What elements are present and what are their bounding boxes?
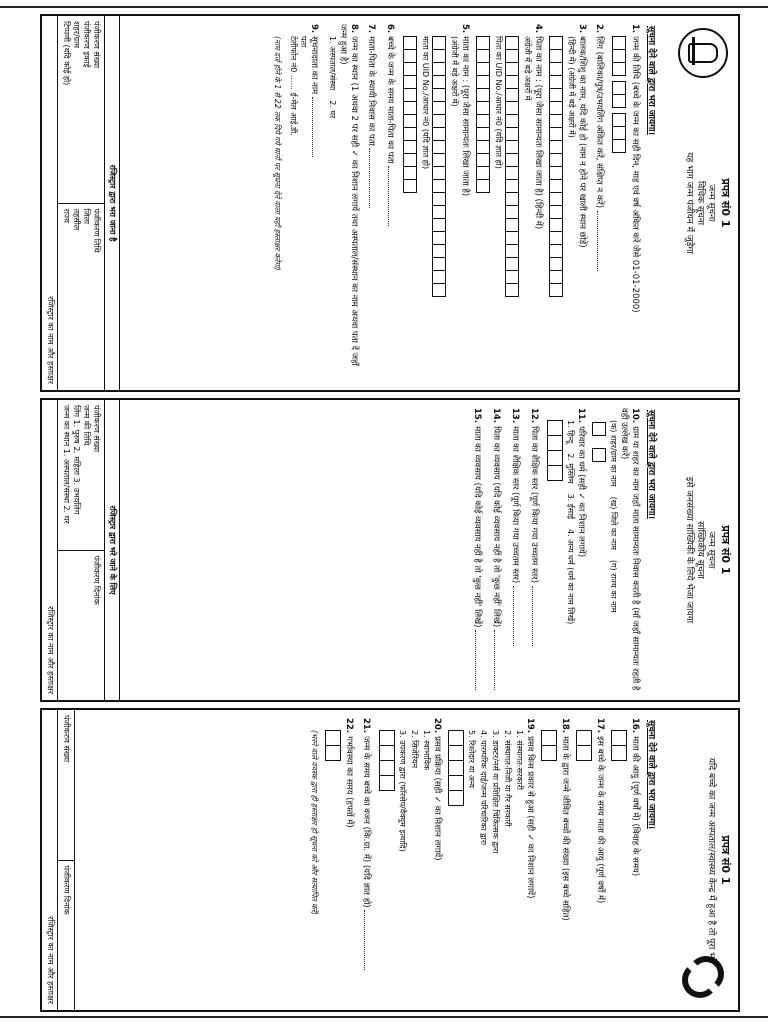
field-label: पिता का नाम : (पूरा जैसा सामान्यतः लिखा जाता है) (हिन्दी में) bbox=[533, 36, 543, 230]
option-hospital[interactable]: 1. अस्पताल/संस्था bbox=[328, 36, 337, 91]
office-title: रजिस्ट्रार द्वारा भरा जाना है bbox=[104, 16, 119, 390]
registrar-office-section bbox=[42, 400, 120, 700]
text-input-line[interactable] bbox=[364, 910, 373, 970]
field-label: प्रसव किस प्रकार से हुआ (सही ✓ का निशान लगायें) bbox=[525, 736, 535, 899]
letter-input-boxes[interactable] bbox=[432, 36, 446, 382]
field-sex bbox=[593, 24, 606, 382]
residence-district[interactable]: (ख) जिले का नाम bbox=[609, 496, 618, 550]
field-mother-age-birth bbox=[576, 718, 605, 1002]
office-field: लिंग 1. पुरुष 2. महिला 3. उभयलिंग bbox=[72, 405, 81, 515]
field-sublabel: अंग्रेजी में बड़े अक्षरों में bbox=[523, 36, 532, 101]
field-sublabel: (अंग्रेजी में बड़े अक्षरों में) bbox=[450, 36, 459, 107]
registrar-signature: रजिस्ट्रार का नाम और हस्ताक्षर bbox=[42, 710, 58, 1010]
field-number: 16. bbox=[630, 718, 640, 734]
religion-hindu[interactable]: 1. हिन्दू bbox=[566, 420, 575, 444]
office-field: टिप्पणी (यदि कोई हो) bbox=[62, 21, 71, 86]
attention-relatives-other[interactable]: 5. रिश्तेदार या अन्य bbox=[467, 730, 476, 788]
date-input-boxes[interactable] bbox=[612, 36, 626, 382]
field-number: 5. bbox=[460, 24, 470, 34]
panel-header bbox=[683, 16, 716, 390]
field-label: लिंग (बालिका/पुत्र/उभयलिंग अंकित करें, संक्षिप्त न करें) bbox=[594, 36, 604, 209]
field-label: सूचनादाता का नाम bbox=[309, 36, 319, 95]
office-title: रजिस्ट्रार द्वारा भरे जाने के लिए bbox=[104, 400, 119, 700]
field-label: माता के द्वारा जन्मे जीवित बच्चों की संख्या (इस बच्चे सहित) bbox=[560, 736, 570, 921]
field-number: 20. bbox=[432, 718, 442, 734]
field-label: बालक/शिशु का नाम, यदि कोई हो (नाम न होने पर खाली स्थान छोड़ें) bbox=[577, 36, 587, 248]
field-number: 6. bbox=[385, 24, 395, 34]
field-number: 18. bbox=[560, 718, 570, 734]
field-mother-age-marriage bbox=[611, 718, 640, 1002]
informant-note: (नाम दर्ज होने के 1 से 22 तक दिये गये मानों पर सूचना देने वाला यहाँ हस्ताक्षर करेगा) bbox=[273, 36, 282, 271]
field-father-name bbox=[476, 24, 543, 382]
office-field: जिला bbox=[82, 208, 91, 225]
field-informant bbox=[288, 24, 321, 382]
options-list bbox=[397, 718, 431, 1002]
field-mother-name bbox=[403, 24, 470, 382]
office-field: पंजीकरण संख्या bbox=[92, 21, 101, 69]
field-label: प्रसव प्रक्रिया (सही ✓ का निशान लगायें) bbox=[432, 736, 442, 861]
field-sublabel: पिता का UID No./आधार नं0 (यदि ज्ञात हो) bbox=[494, 36, 503, 169]
number-input-boxes[interactable] bbox=[325, 730, 341, 760]
field-number: 7. bbox=[366, 24, 376, 34]
field-child-name bbox=[549, 24, 587, 382]
text-input-line[interactable] bbox=[312, 97, 321, 157]
residence-town[interactable]: (क) शहर/ग्राम का नाम bbox=[609, 420, 618, 487]
text-input-line[interactable] bbox=[513, 586, 522, 646]
uid-input-boxes[interactable] bbox=[476, 36, 490, 382]
text-input-line[interactable] bbox=[388, 166, 397, 226]
field-number: 17. bbox=[595, 718, 605, 734]
options-list bbox=[327, 24, 337, 382]
religion-muslim[interactable]: 2. मुस्लिम bbox=[566, 453, 575, 484]
attention-govt-institution[interactable]: 1. संस्थागत-सरकारी bbox=[515, 730, 524, 790]
field-sublabel: (हिन्दी में) (अंग्रेजी में बड़े अक्षरों में) bbox=[567, 36, 576, 138]
instruction-text: सूचना देने वाले द्वारा भरा जायगा। bbox=[646, 26, 656, 135]
header-line: विधिक सूचना bbox=[695, 180, 705, 226]
text-input-line[interactable] bbox=[597, 211, 606, 271]
field-number: 22. bbox=[344, 718, 354, 734]
field-label: जन्म की तिथि (बच्चे के जन्म का सही दिन, माह एवं वर्ष अंकित करें जैसे 01-01-2000) bbox=[630, 36, 640, 313]
field-label: माता का व्यवसाय (यदि कोई व्यवसाय नहीं है तो 'कुछ नहीं' लिखें) bbox=[472, 426, 482, 628]
form-panel-medical bbox=[40, 708, 740, 1012]
field-label: बच्चे के जन्म के समय माता-पिता का पता bbox=[385, 36, 395, 164]
health-logo-icon bbox=[682, 956, 724, 998]
field-label: जन्म के समय बच्चे का वजन (कि.ग्रा. में) (यदि ज्ञात हो) bbox=[361, 736, 371, 908]
field-label: माता-पिता के स्थायी निवास का पता bbox=[366, 36, 376, 146]
number-input-boxes[interactable] bbox=[611, 730, 627, 760]
instruction-text: सूचना देने वाले द्वारा भरा जायगा। bbox=[646, 720, 656, 829]
method-natural[interactable]: 1. स्वाभाविक bbox=[422, 730, 431, 771]
header-line: यह भाग जन्म पंजीयन में जुड़ेगा bbox=[684, 152, 694, 254]
form-panel-legal bbox=[40, 14, 740, 392]
office-field: जन्म की तिथि bbox=[82, 405, 91, 446]
office-field: पंजीकरण इकाई bbox=[82, 21, 91, 68]
text-input-line[interactable] bbox=[475, 630, 484, 690]
header-line: जन्म सूचना bbox=[706, 531, 716, 569]
field-number: 8. bbox=[349, 24, 359, 34]
registrar-office-section bbox=[42, 16, 120, 390]
fields-list bbox=[273, 24, 640, 382]
checkbox[interactable] bbox=[592, 422, 606, 436]
registrar-office-section bbox=[42, 710, 75, 1010]
registrar-signature: रजिस्ट्रार का नाम और हस्ताक्षर bbox=[42, 400, 58, 700]
office-field: पंजीकरण संख्या bbox=[62, 715, 71, 763]
text-input-line[interactable] bbox=[369, 148, 378, 208]
field-mother-education bbox=[509, 408, 522, 692]
text-input-line[interactable] bbox=[532, 586, 541, 646]
field-label: परिवार का धर्म (सही ✓ का निशान लगायें) bbox=[576, 426, 586, 558]
office-field: जन्म का स्थान 1. अस्पताल/संस्था 2. घर bbox=[62, 405, 71, 524]
field-sublabel: माता का UID No./आधार नं0 (यदि ज्ञात हो) bbox=[421, 36, 430, 170]
religion-other[interactable]: 4. अन्य धर्म (धर्म का नाम लिखें) bbox=[566, 529, 575, 625]
field-label: माता की आयु (पूर्ण वर्षों में) (विवाह के समय) bbox=[630, 736, 640, 877]
field-number: 11. bbox=[576, 408, 586, 424]
field-pregnancy-duration bbox=[325, 718, 354, 1002]
panel-title: प्रपत्र सं0 1 bbox=[719, 178, 732, 228]
field-label: जन्म का स्थान (1 अथवा 2 पर सही ✓ का निशान लगायें तथा अस्पताल/संस्थान का नाम अथवा पता दें जहाँ जन्म हुआ है) bbox=[338, 24, 359, 366]
field-sublabel: टेलीफोन नं0 ...... ई-मेल आई.डी. bbox=[289, 36, 298, 136]
rotated-form-sheet bbox=[6, 0, 762, 1030]
field-number: 2. bbox=[594, 24, 604, 34]
panel-header bbox=[705, 710, 716, 1010]
field-label: माता का नाम : (पूरा जैसा सामान्यतः लिखा जाता है) bbox=[460, 36, 470, 197]
header-line: इसे जनसंख्या सांख्यिकी के लिये भेजा जायगा bbox=[684, 476, 694, 624]
field-place-of-birth bbox=[327, 24, 359, 382]
options-list bbox=[608, 408, 618, 692]
fields-list bbox=[465, 408, 640, 692]
number-input-boxes[interactable] bbox=[541, 730, 557, 760]
field-delivery-method bbox=[379, 718, 442, 1002]
code-input-boxes[interactable] bbox=[448, 730, 464, 805]
religion-christian[interactable]: 3. ईसाई bbox=[566, 493, 575, 520]
field-number: 19. bbox=[525, 718, 535, 734]
field-label: ग्राम या शहर का नाम जहाँ माता सामान्यतः निवास करती है (माँ जहाँ सामान्यतः रहती है वही उल्लेख करें) bbox=[619, 408, 640, 691]
field-label: पिता का शैक्षिक स्तर (पूर्ण किया गया उच्चतम स्तर) bbox=[529, 426, 539, 583]
field-number: 4. bbox=[533, 24, 543, 34]
field-delivery-attention bbox=[448, 718, 535, 1002]
option-home[interactable]: 2. घर bbox=[328, 100, 337, 119]
field-label: इस बच्चे के जन्म के समय माता की आयु (पूर्ण वर्षों में) bbox=[595, 736, 605, 904]
header-line: सांख्यिकीय सूचना bbox=[695, 521, 705, 579]
field-birth-weight bbox=[360, 718, 373, 1002]
field-number: 9. bbox=[309, 24, 319, 34]
field-permanent-address bbox=[365, 24, 378, 382]
field-father-occupation bbox=[490, 408, 503, 692]
registrar-signature: रजिस्ट्रार का नाम और हस्ताक्षर bbox=[42, 16, 58, 390]
field-address-birth bbox=[384, 24, 397, 382]
panel-title: प्रपत्र सं0 1 bbox=[719, 525, 732, 575]
number-input-boxes[interactable] bbox=[576, 730, 592, 760]
code-input-boxes[interactable] bbox=[547, 420, 563, 480]
attention-private-institution[interactable]: 2. संस्थागत-निजी या गैर सरकारी bbox=[503, 730, 512, 827]
office-field: पंजीकरण संख्या bbox=[92, 405, 101, 453]
office-field: पंजीकरण दिनांक bbox=[92, 555, 101, 605]
attention-doctor-nurse[interactable]: 3. डाक्टर/नर्स या प्रशिक्षित चिकित्सक द्वारा bbox=[491, 730, 500, 854]
field-dob bbox=[612, 24, 640, 382]
checkbox[interactable] bbox=[592, 448, 606, 462]
panel-header bbox=[683, 400, 716, 700]
header-line: यदि बच्चे का जन्म अस्पताल/स्वास्थ्य केन्द्र में हुआ है तो पूरा भरें bbox=[706, 757, 716, 963]
residence-state[interactable]: (ग) राज्य का नाम bbox=[609, 559, 618, 613]
field-number: 12. bbox=[529, 408, 539, 424]
letter-input-boxes[interactable] bbox=[505, 36, 519, 382]
uid-input-boxes[interactable] bbox=[403, 36, 417, 382]
field-label: माता का शैक्षिक स्तर (पूर्ण किया गया उच्चतम स्तर) bbox=[510, 426, 520, 584]
field-sublabel: पता bbox=[299, 36, 308, 48]
field-number: 14. bbox=[491, 408, 501, 424]
method-forceps-vacuum[interactable]: 3. उपकरण द्वारा (फॉरसेप/वैक्यूम इत्यादि) bbox=[398, 730, 407, 852]
method-caesarean[interactable]: 2. सिजेरियन bbox=[410, 730, 419, 769]
form-panel-statistical bbox=[40, 398, 740, 702]
options-list bbox=[565, 408, 575, 692]
informant-note: (भरने वाले वयस्क द्वारा ही हस्ताक्षर हो सूचना को और सत्यापित करें) bbox=[310, 730, 319, 915]
field-religion bbox=[547, 408, 586, 692]
field-number: 10. bbox=[630, 408, 640, 424]
office-field: राज्य bbox=[62, 208, 71, 224]
fields-list bbox=[310, 718, 640, 1002]
field-mother-occupation bbox=[471, 408, 484, 692]
field-residence bbox=[592, 408, 640, 692]
text-input-line[interactable] bbox=[494, 630, 503, 690]
instruction-text: सूचना देने वाले द्वारा भरा जायगा। bbox=[646, 410, 656, 519]
office-field: शहर/ग्राम bbox=[72, 21, 81, 49]
attention-traditional-birth-attendant[interactable]: 4. पारम्परिक दाई/जन्म परिचारिका द्वारा bbox=[479, 730, 488, 846]
field-label: गर्भावस्था का समय (हफ्तों में) bbox=[344, 736, 354, 828]
panel-title: प्रपत्र सं0 1 bbox=[719, 835, 732, 885]
field-number: 15. bbox=[472, 408, 482, 424]
field-children-count bbox=[541, 718, 570, 1002]
header-line: जन्म सूचना bbox=[706, 184, 716, 222]
field-number: 21. bbox=[361, 718, 371, 734]
field-label: पिता का व्यवसाय (यदि कोई व्यवसाय नहीं है तो 'कुछ नहीं' लिखें) bbox=[491, 426, 501, 628]
options-list bbox=[466, 718, 524, 1002]
field-number: 1. bbox=[630, 24, 640, 34]
office-field: पंजीकरण तिथि bbox=[92, 208, 101, 253]
field-number: 13. bbox=[510, 408, 520, 424]
letter-input-boxes[interactable] bbox=[549, 36, 563, 382]
code-input-boxes[interactable] bbox=[379, 730, 395, 790]
office-field: तहसील bbox=[72, 208, 81, 231]
field-father-education bbox=[528, 408, 541, 692]
office-field: पंजीकरण दिनांक bbox=[62, 865, 71, 915]
field-number: 3. bbox=[577, 24, 587, 34]
